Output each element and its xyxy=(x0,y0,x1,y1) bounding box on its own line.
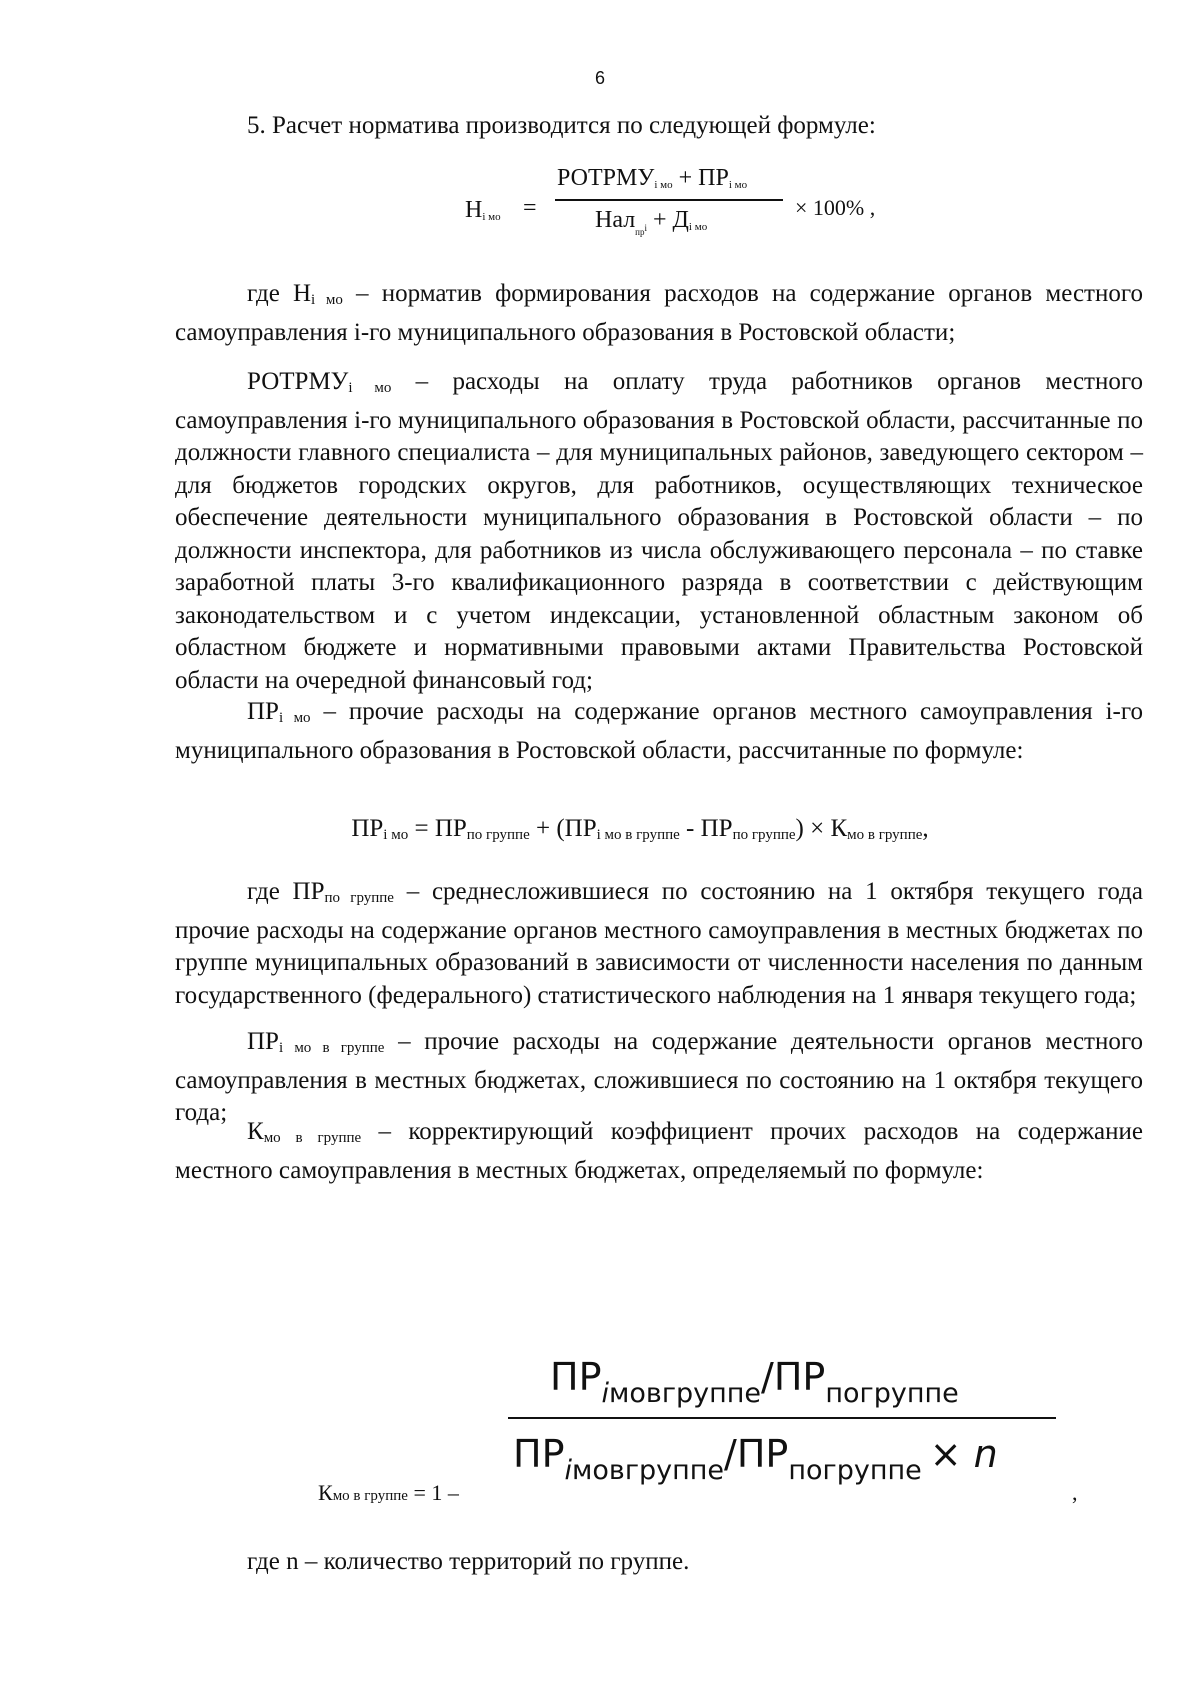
formula-multiplier: × 100% , xyxy=(795,195,876,220)
formula-denominator: Нал$_{пр}$i + Дi мо xyxy=(595,207,708,237)
definition-k-mo-v-gruppe: $К_{мо в группе}$ – корректирующий коэффициент прочих расходов на содержание местного самоуправления в местных бюджетах, определяемый по формуле: xyxy=(175,1118,1143,1184)
definition-pr-mo-v-gruppe: $ПР_{i мо в группе}$ – прочие расходы на содержание деятельности органов местного самоуправления в местных бюджетах, сложившиеся по состоянию на 1 октября текущего года; xyxy=(175,1028,1143,1126)
page-number: 6 xyxy=(594,68,605,88)
formula-pr: $ПР_{i мо} = ПР_{по группе} + (ПР_{i мо в группе} - ПР_{по группе}) \times К_{мо в группе}$, xyxy=(351,815,929,843)
definition-pr: $ПР_{i мо}$ – прочие расходы на содержание органов местного самоуправления i-го муниципального образования в Ростовской области, рассчитанные по формуле: xyxy=(175,698,1143,764)
formula-numerator: РОТРМУi мо + ПРi мо xyxy=(557,165,748,191)
formula-k-lhs: Кмо в группе = 1 – xyxy=(318,1480,459,1505)
formula-k-numerator: $ПР_{iмовгруппе}/ПР_{погруппе}$ xyxy=(550,1355,959,1409)
definition-pr-po-gruppe: где $ПР_{по группе}$ – среднесложившиеся по состоянию на 1 октября текущего года прочие расходы на содержание органов местного самоуправления в местных бюджетах по группе муниципальных образований в зависимости от численности населения по данным государственного (федерального) статистического наблюдения на 1 января текущего года; xyxy=(175,878,1143,1009)
definition-n: где n – количество территорий по группе. xyxy=(247,1548,690,1575)
formula-k-denominator: $ПР_{iмовгруппе}/ПР_{погруппе} \times n$ xyxy=(513,1432,998,1486)
formula-k xyxy=(0,1355,1200,1530)
formula-lhs: Нi мо xyxy=(465,197,501,223)
formula-k-comma: , xyxy=(1072,1480,1078,1505)
definition-norm: где $Н_{i мо}$ – норматив формирования расходов на содержание органов местного самоуправления i-го муниципального образования в Ростовской области; xyxy=(175,280,1143,346)
definition-rotrmu: $РОТРМУ_{i мо}$ – расходы на оплату труда работников органов местного самоуправления i-го муниципального образования в Ростовской области, рассчитанные по должности главного специалиста – для муниципальных районов, заведующего сектором – для бюджетов городских округов, для работников, осуществляющих техническое обеспечение деятельности муниципального образования в Ростовской области – по должности инспектора, для работников из числа обслуживающего персонала – по ставке заработной платы 3-го квалификационного разряда в соответствии с действующим законодательством и с учетом индексации, установленной областным законом об областном бюджете и нормативными правовыми актами Правительства Ростовской области на очередной финансовый год; xyxy=(175,368,1143,694)
fraction-bar xyxy=(508,1417,1056,1419)
fraction-bar xyxy=(555,199,783,201)
equals-sign: = xyxy=(523,195,537,221)
heading: 5. Расчет норматива производится по следующей формуле: xyxy=(247,112,876,139)
